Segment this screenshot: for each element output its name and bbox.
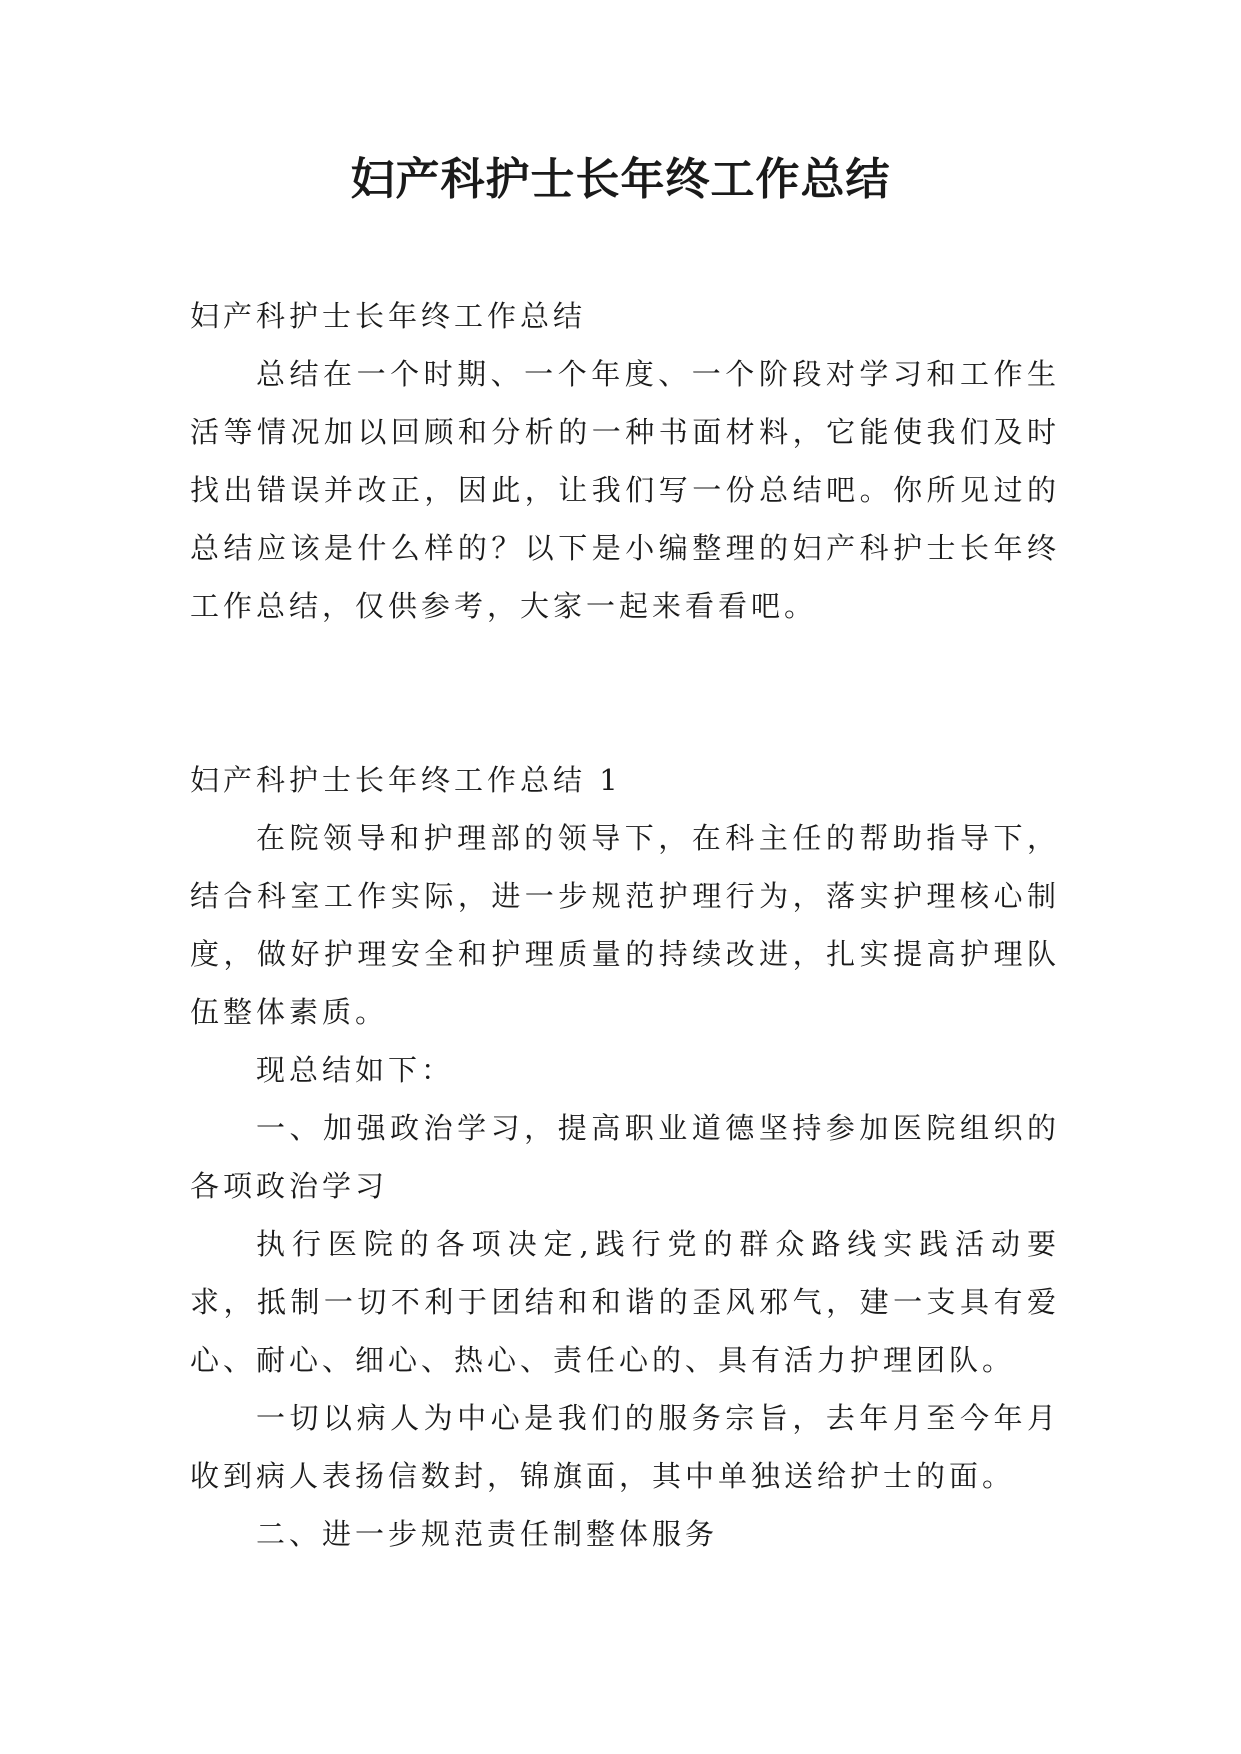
summary-lead: 现总结如下： <box>256 1053 455 1087</box>
item-two-heading: 二、进一步规范责任制整体服务 <box>256 1517 719 1551</box>
section-heading-1: 妇产科护士长年终工作总结 1 <box>190 763 622 797</box>
document-title: 妇产科护士长年终工作总结 <box>350 154 891 205</box>
service-paragraph: 一切以病人为中心是我们的服务宗旨，去年月至今年月收到病人表扬信数封，锦旗面，其中单独送给护士的面。 <box>190 1401 1060 1493</box>
item-one-heading: 一、加强政治学习，提高职业道德坚持参加医院组织的各项政治学习 <box>190 1111 1060 1203</box>
section-spacer <box>190 635 1060 751</box>
section-1-paragraph: 在院领导和护理部的领导下，在科主任的帮助指导下，结合科室工作实际，进一步规范护理行为，落实护理核心制度，做好护理安全和护理质量的持续改进，扎实提高护理队伍整体素质。 <box>190 821 1060 1029</box>
document-body <box>190 287 1060 1563</box>
intro-heading: 妇产科护士长年终工作总结 <box>190 299 587 333</box>
item-one-paragraph: 执行医院的各项决定,践行党的群众路线实践活动要求，抵制一切不利于团结和和谐的歪风邪气，建一支具有爱心、耐心、细心、热心、责任心的、具有活力护理团队。 <box>190 1227 1060 1377</box>
intro-paragraph: 总结在一个时期、一个年度、一个阶段对学习和工作生活等情况加以回顾和分析的一种书面材料，它能使我们及时找出错误并改正，因此，让我们写一份总结吧。你所见过的总结应该是什么样的？以下是小编整理的妇产科护士长年终工作总结，仅供参考，大家一起来看看吧。 <box>190 357 1060 623</box>
